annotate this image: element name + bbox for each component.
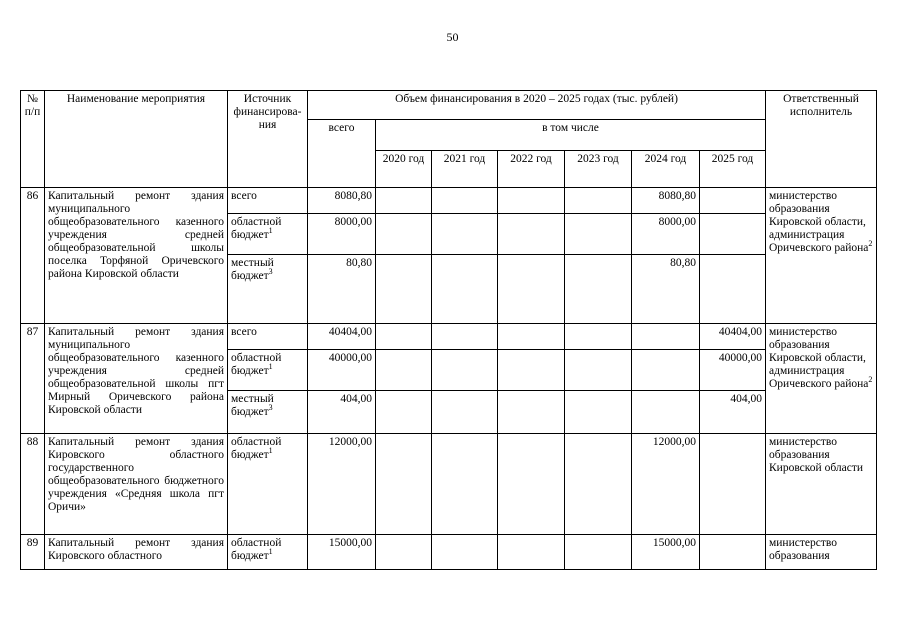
year-value	[432, 214, 498, 255]
funding-source: местный бюджет$^3$	[228, 255, 308, 324]
year-value	[565, 535, 632, 570]
row-number: 88	[21, 434, 45, 535]
year-value	[376, 391, 432, 434]
year-value	[432, 324, 498, 350]
funding-source: областной бюджет$^1$	[228, 350, 308, 391]
funding-source: областной бюджет$^1$	[228, 535, 308, 570]
funding-source: областной бюджет$^1$	[228, 214, 308, 255]
year-value: 12000,00	[632, 434, 700, 535]
total-value: 15000,00	[308, 535, 376, 570]
table-row	[21, 188, 877, 214]
year-value: 8000,00	[632, 214, 700, 255]
row-number: 89	[21, 535, 45, 570]
responsible-executor: министерство образования Кировской области, администрация Оричевского района$^2$	[766, 188, 877, 324]
responsible-executor: министерство образования Кировской области	[766, 434, 877, 535]
year-value	[376, 535, 432, 570]
year-value	[565, 391, 632, 434]
header-year: 2020 год	[376, 151, 432, 188]
financing-table	[20, 90, 877, 570]
year-value: 80,80	[632, 255, 700, 324]
year-value	[432, 434, 498, 535]
year-value	[432, 255, 498, 324]
year-value	[432, 350, 498, 391]
total-value: 80,80	[308, 255, 376, 324]
year-value	[700, 188, 766, 214]
header-including: в том числе	[376, 120, 766, 151]
year-value	[498, 434, 565, 535]
year-value	[700, 214, 766, 255]
year-value	[700, 255, 766, 324]
year-value	[376, 324, 432, 350]
year-value	[565, 188, 632, 214]
year-value	[376, 214, 432, 255]
year-value	[565, 350, 632, 391]
year-value	[432, 535, 498, 570]
header-responsible: Ответственный исполнитель	[766, 91, 877, 188]
table-row	[21, 434, 877, 535]
header-year: 2022 год	[498, 151, 565, 188]
measure-name: Капитальный ремонт здания Кировского областного государственного общеобразовательного бюджетного учреждения «Средняя школа пгт Оричи»	[45, 434, 228, 535]
year-value	[632, 391, 700, 434]
total-value: 12000,00	[308, 434, 376, 535]
measure-name: Капитальный ремонт здания муниципального общеобразовательного казенного учреждения средней общеобразовательной школы пгт Мирный Оричевского района Кировской области	[45, 324, 228, 434]
total-value: 8000,00	[308, 214, 376, 255]
year-value	[498, 391, 565, 434]
funding-source: местный бюджет$^3$	[228, 391, 308, 434]
year-value	[700, 434, 766, 535]
header-year: 2025 год	[700, 151, 766, 188]
row-number: 87	[21, 324, 45, 434]
header-total: всего	[308, 120, 376, 188]
header-source: Источник финансирова-ния	[228, 91, 308, 188]
year-value	[632, 350, 700, 391]
row-number: 86	[21, 188, 45, 324]
responsible-executor: министерство образования	[766, 535, 877, 570]
year-value	[432, 188, 498, 214]
total-value: 40000,00	[308, 350, 376, 391]
funding-source: всего	[228, 324, 308, 350]
measure-name: Капитальный ремонт здания муниципального общеобразовательного казенного учреждения средней общеобразовательной школы поселка Торфяной Оричевского района Кировской области	[45, 188, 228, 324]
header-year: 2024 год	[632, 151, 700, 188]
header-year: 2023 год	[565, 151, 632, 188]
year-value	[565, 324, 632, 350]
year-value	[376, 350, 432, 391]
year-value	[498, 350, 565, 391]
table-row	[21, 324, 877, 350]
year-value	[376, 434, 432, 535]
year-value	[432, 391, 498, 434]
year-value	[498, 188, 565, 214]
year-value	[498, 535, 565, 570]
year-value: 404,00	[700, 391, 766, 434]
header-year: 2021 год	[432, 151, 498, 188]
total-value: 8080,80	[308, 188, 376, 214]
responsible-executor: министерство образования Кировской области, администрация Оричевского района$^2$	[766, 324, 877, 434]
funding-source: всего	[228, 188, 308, 214]
year-value: 8080,80	[632, 188, 700, 214]
year-value	[700, 535, 766, 570]
year-value: 15000,00	[632, 535, 700, 570]
year-value	[565, 255, 632, 324]
table-row	[21, 535, 877, 570]
year-value	[498, 214, 565, 255]
year-value: 40000,00	[700, 350, 766, 391]
year-value	[498, 255, 565, 324]
page-number: 50	[446, 30, 459, 44]
year-value	[565, 434, 632, 535]
funding-source: областной бюджет$^1$	[228, 434, 308, 535]
year-value	[498, 324, 565, 350]
total-value: 404,00	[308, 391, 376, 434]
measure-name: Капитальный ремонт здания Кировского областного	[45, 535, 228, 570]
year-value	[376, 188, 432, 214]
year-value	[632, 324, 700, 350]
header-no: № п/п	[21, 91, 45, 188]
header-funding: Объем финансирования в 2020 – 2025 годах (тыс. рублей)	[308, 91, 766, 120]
total-value: 40404,00	[308, 324, 376, 350]
year-value: 40404,00	[700, 324, 766, 350]
header-name: Наименование мероприятия	[45, 91, 228, 188]
year-value	[565, 214, 632, 255]
year-value	[376, 255, 432, 324]
